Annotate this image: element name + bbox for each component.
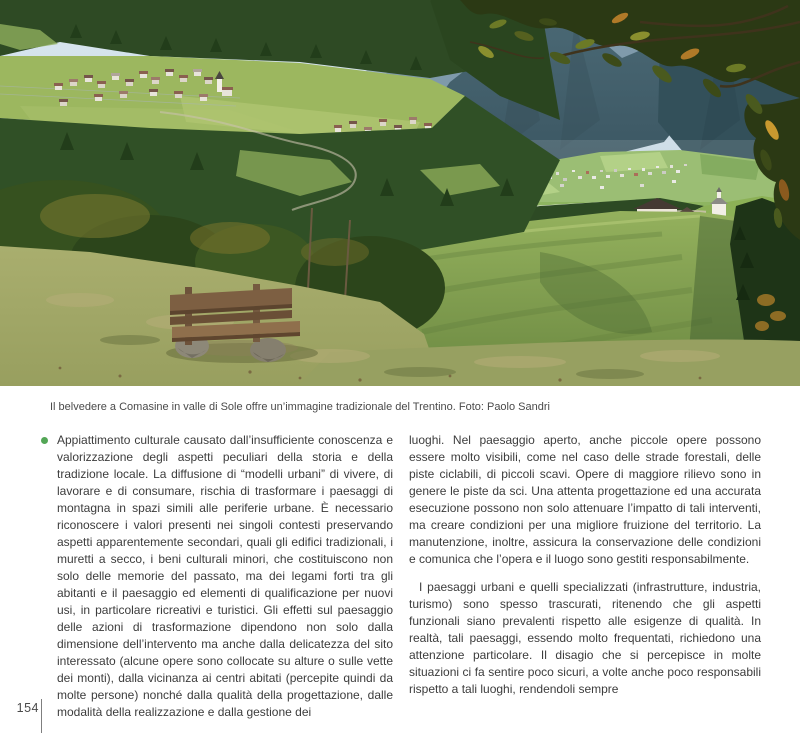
page-footer (0, 699, 120, 733)
page-number: 154 (16, 701, 39, 715)
photo-caption: Il belvedere a Comasine in valle di Sole offre un’immagine tradizionale del Trentino. Foto: Paolo Sandri (50, 401, 550, 413)
right-column (409, 432, 761, 721)
body-text (41, 432, 761, 721)
left-column-paragraph: Appiattimento culturale causato dall’insufficiente conoscenza e valorizzazione degli aspetti peculiari della storia e della tradizione locale. La diffusione di “modelli urbani” di vivere, di lavorare e di consumare, rischia di trasformare i paesaggi di montagna in spazi simili alle periferie urbane. È necessario riconoscere i valori presenti nei singoli contesti preservando aspetti apparentemente secondari, quali gli edifici tradizionali, i muretti a secco, i beni culturali minori, che costituiscono non solo delle memorie del passato, ma dei legami forti tra gli abitanti e il paesaggio ed elementi di qualificazione per nuovi usi, in particolare ricreativi e turistici. Gli effetti sul paesaggio delle azioni di trasformazione dipendono non solo dalla dimensione dell’intervento ma anche dalla delicatezza del sito interessato (alcune opere sono collocate su alture o sulle vette dei monti), dalla vicinanza ai centri abitati (percepite quindi da molte persone) nonché dalla qualità della progettazione, dalle modalità della realizzazione e dalla gestione dei (57, 433, 393, 719)
right-column-paragraph-2: I paesaggi urbani e quelli specializzati (infrastrutture, industria, turismo) sono spesso trascurati, ritenendo che gli aspetti funzionali siano prevalenti rispetto alle esigenze di qualità. In realtà, tali paesaggi, essendo molto frequentati, richiedono una attenzione particolare. Il disagio che si percepisce in molte situazioni ci fa sentire poco sicuri, a volte anche poco responsabili rispetto a tali luoghi, rendendoli sempre (409, 580, 761, 696)
right-column-paragraph-1: luoghi. Nel paesaggio aperto, anche piccole opere possono essere molto visibili, come nel caso delle strade forestali, delle piste ciclabili, di piccoli scavi. Opere di maggiore rilievo sono in genere le piste da sci. Una attenta progettazione ed una accurata esecuzione possono non solo attenuare l’impatto di tali interventi, ma creare condizioni per una migliore fruizione del territorio. La manutenzione, inoltre, assicura la conservazione delle condizioni e comunica che l’opera e il luogo sono gestiti responsabilmente. (409, 433, 761, 566)
bullet-icon (41, 437, 48, 444)
bullet-list-item (41, 432, 393, 721)
left-column (41, 432, 393, 721)
footer-rule (41, 699, 42, 733)
